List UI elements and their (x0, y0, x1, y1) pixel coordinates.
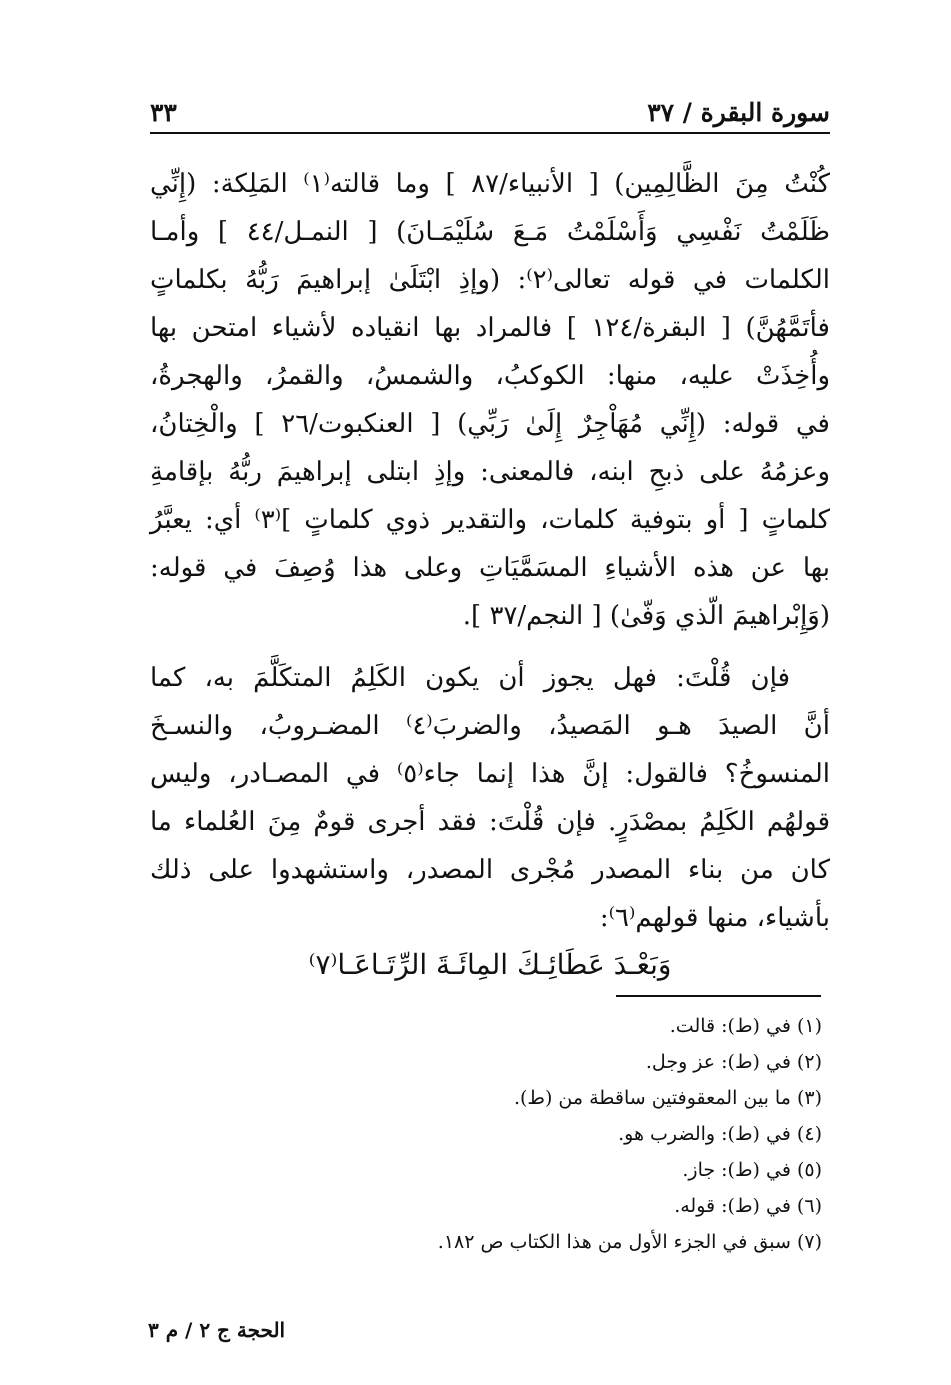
text-line: وأُخِذَتْ عليه، منها: الكوكبُ، والشمسُ، والقمرُ، والهجرةُ، (150, 361, 830, 391)
text-line: المنسوخُ؟ فالقول: إنَّ هذا إنما جاء⁽٥⁾ في المصـادر، وليس (150, 759, 830, 789)
footnotes (150, 1008, 822, 1260)
footnote: (٣) ما بين المعقوفتين ساقطة من (ط). (513, 1087, 822, 1109)
footnote: (٢) في (ط): عز وجل. (645, 1051, 822, 1073)
text-line: فأتَمَّهُنَّ) [ البقرة/١٢٤ ] فالمراد بها انقياده لأشياء امتحن بها (150, 313, 830, 343)
text-line: وعزمُهُ على ذبحِ ابنه، فالمعنى: وإذِ ابتلى إبراهيمَ ربُّهُ بإقامةِ (150, 457, 830, 487)
footnote-divider (616, 995, 821, 997)
poetry-verse: وَبَعْـدَ عَطَائِـكَ المِائَـةَ الرِّتَـاعَـا⁽٧⁾ (308, 948, 672, 981)
text-line: فإن قُلْتَ: فهل يجوز أن يكون الكَلِمُ المتكَلَّمَ به، كما (150, 663, 790, 693)
text-line: كُنْتُ مِنَ الظَّالِمِين) [ الأنبياء/٨٧ ] وما قالته⁽١⁾ المَلِكة: (إِنِّي (150, 169, 830, 199)
text-line: بها عن هذه الأشياءِ المسَمَّيَاتِ وعلى هذا وُصِفَ في قوله: (150, 553, 830, 583)
page-header (150, 92, 830, 132)
text-line: قولهُم الكَلِمُ بمصْدَرٍ. فإن قُلْتَ: فقد أجرى قومٌ مِنَ العُلماء ما (150, 807, 830, 837)
printer-signature: الحجة ج ٢ / م ٣ (148, 1318, 286, 1342)
header-divider (150, 132, 830, 134)
text-line: (وَإِبْراهيمَ الّذي وَفّىٰ) [ النجم/٣٧ ]. (462, 601, 830, 631)
footnote: (٦) في (ط): قوله. (674, 1195, 822, 1217)
text-line: كلماتٍ [ أو بتوفية كلمات، والتقدير ذوي كلماتٍ ]⁽٣⁾ أي: يعبَّرُ (150, 505, 830, 535)
main-text (150, 160, 830, 942)
text-line: كان من بناء المصدر مُجْرى المصدر، واستشهدوا على ذلك (150, 855, 830, 885)
running-title: سورة البقرة / ٣٧ (647, 98, 830, 127)
text-line: بأشياء، منها قولهم⁽٦⁾: (599, 903, 830, 933)
text-line: ظَلَمْتُ نَفْسِي وَأَسْلَمْتُ مَـعَ سُلَيْمَـانَ) [ النمـل/٤٤ ] وأمـا (150, 217, 830, 247)
page-number: ٣٣ (150, 98, 177, 127)
paragraph-gap (150, 640, 830, 654)
footnote: (٧) سبق في الجزء الأول من هذا الكتاب ص ١٨٢. (437, 1231, 822, 1253)
text-line: الكلمات في قوله تعالى⁽٢⁾: (وإذِ ابْتَلَىٰ إبراهيمَ رَبُّهُ بكلماتٍ (150, 265, 830, 295)
text-line: في قوله: (إِنِّي مُهَاْجِرٌ إِلَىٰ رَبِّي) [ العنكبوت/٢٦ ] والْخِتانُ، (150, 409, 830, 439)
footnote: (٥) في (ط): جاز. (682, 1159, 822, 1181)
text-line: أنَّ الصيدَ هـو المَصيدُ، والضربَ⁽٤⁾ المضـروبُ، والنسـخَ (150, 711, 830, 741)
footnote: (٤) في (ط): والضرب هو. (618, 1123, 822, 1145)
footnote: (١) في (ط): قالت. (669, 1015, 822, 1037)
